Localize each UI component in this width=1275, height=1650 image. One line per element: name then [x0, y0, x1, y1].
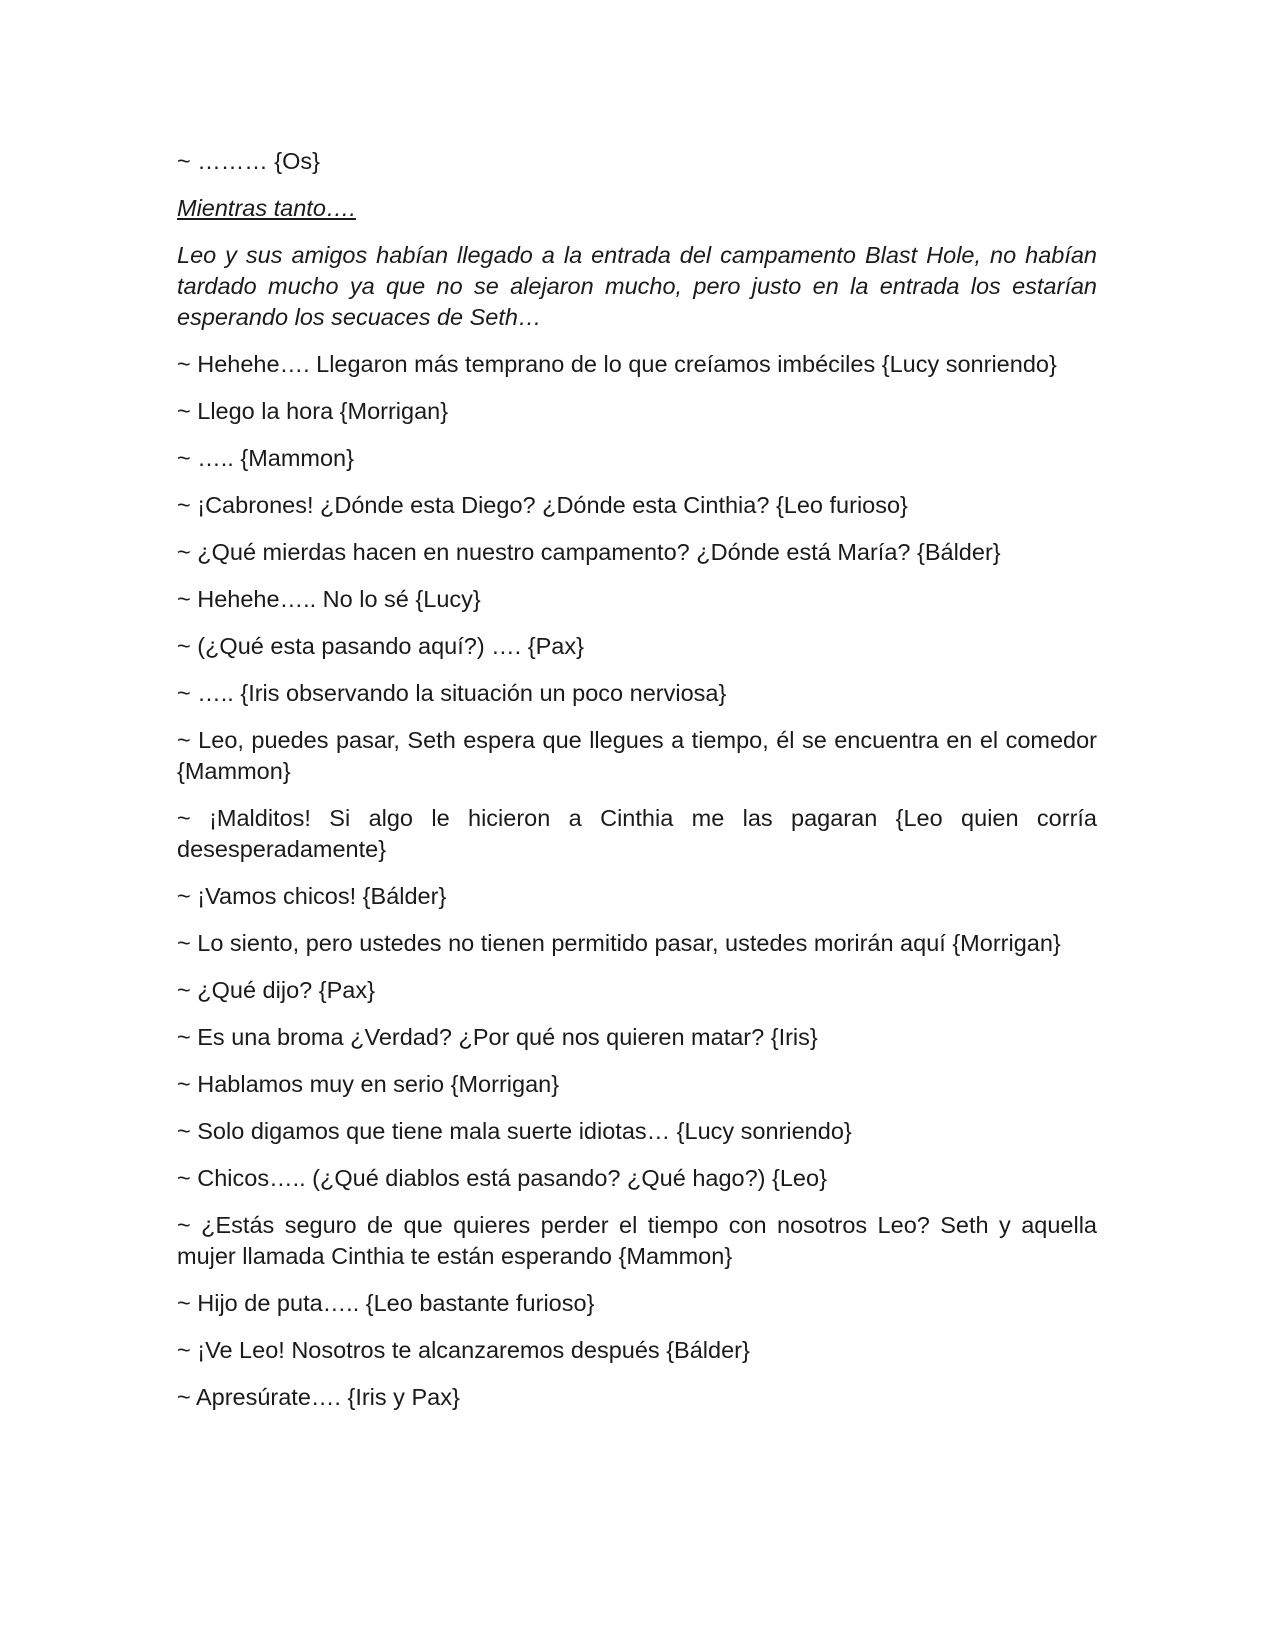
- dialogue-line: ~ Leo, puedes pasar, Seth espera que llegues a tiempo, él se encuentra en el comedor {Mammon}: [177, 727, 1097, 784]
- dialogue-line: ~ Chicos….. (¿Qué diablos está pasando? ¿Qué hago?) {Leo}: [177, 1165, 827, 1191]
- dialogue-line: ~ (¿Qué esta pasando aquí?) …. {Pax}: [177, 633, 584, 659]
- dialogue-line: ~ Hijo de puta….. {Leo bastante furioso}: [177, 1290, 595, 1316]
- dialogue-line: ~ Es una broma ¿Verdad? ¿Por qué nos quieren matar? {Iris}: [177, 1024, 818, 1050]
- dialogue-line: ~ ….. {Iris observando la situación un poco nerviosa}: [177, 680, 727, 706]
- dialogue-line: ~ ¿Estás seguro de que quieres perder el tiempo con nosotros Leo? Seth y aquella mujer llamada Cinthia te están esperando {Mammon}: [177, 1212, 1097, 1269]
- dialogue-line: ~ Llego la hora {Morrigan}: [177, 398, 449, 424]
- document-body: [177, 146, 1097, 1429]
- dialogue-line: ~ ¡Malditos! Si algo le hicieron a Cinthia me las pagaran {Leo quien corría desesperadamente}: [177, 805, 1097, 862]
- dialogue-line: ~ Apresúrate…. {Iris y Pax}: [177, 1384, 460, 1410]
- dialogue-line: ~ ¡Ve Leo! Nosotros te alcanzaremos después {Bálder}: [177, 1337, 750, 1363]
- dialogue-line: ~ ¡Cabrones! ¿Dónde esta Diego? ¿Dónde esta Cinthia? {Leo furioso}: [177, 492, 908, 518]
- dialogue-line: ~ ……… {Os}: [177, 148, 321, 174]
- narration-paragraph: Leo y sus amigos habían llegado a la entrada del campamento Blast Hole, no habían tardado mucho ya que no se alejaron mucho, pero justo en la entrada los estarían esperando los secuaces de Seth…: [177, 242, 1097, 330]
- dialogue-line: ~ ¿Qué mierdas hacen en nuestro campamento? ¿Dónde está María? {Bálder}: [177, 539, 1001, 565]
- dialogue-line: ~ ¿Qué dijo? {Pax}: [177, 977, 375, 1003]
- dialogue-line: ~ Hehehe…. Llegaron más temprano de lo que creíamos imbéciles {Lucy sonriendo}: [177, 351, 1057, 377]
- dialogue-line: ~ ¡Vamos chicos! {Bálder}: [177, 883, 447, 909]
- scene-heading: Mientras tanto….: [177, 195, 356, 221]
- dialogue-line: ~ Hablamos muy en serio {Morrigan}: [177, 1071, 560, 1097]
- dialogue-line: ~ Lo siento, pero ustedes no tienen permitido pasar, ustedes morirán aquí {Morrigan}: [177, 930, 1061, 956]
- dialogue-line: ~ Solo digamos que tiene mala suerte idiotas… {Lucy sonriendo}: [177, 1118, 852, 1144]
- dialogue-line: ~ ….. {Mammon}: [177, 445, 354, 471]
- dialogue-line: ~ Hehehe….. No lo sé {Lucy}: [177, 586, 481, 612]
